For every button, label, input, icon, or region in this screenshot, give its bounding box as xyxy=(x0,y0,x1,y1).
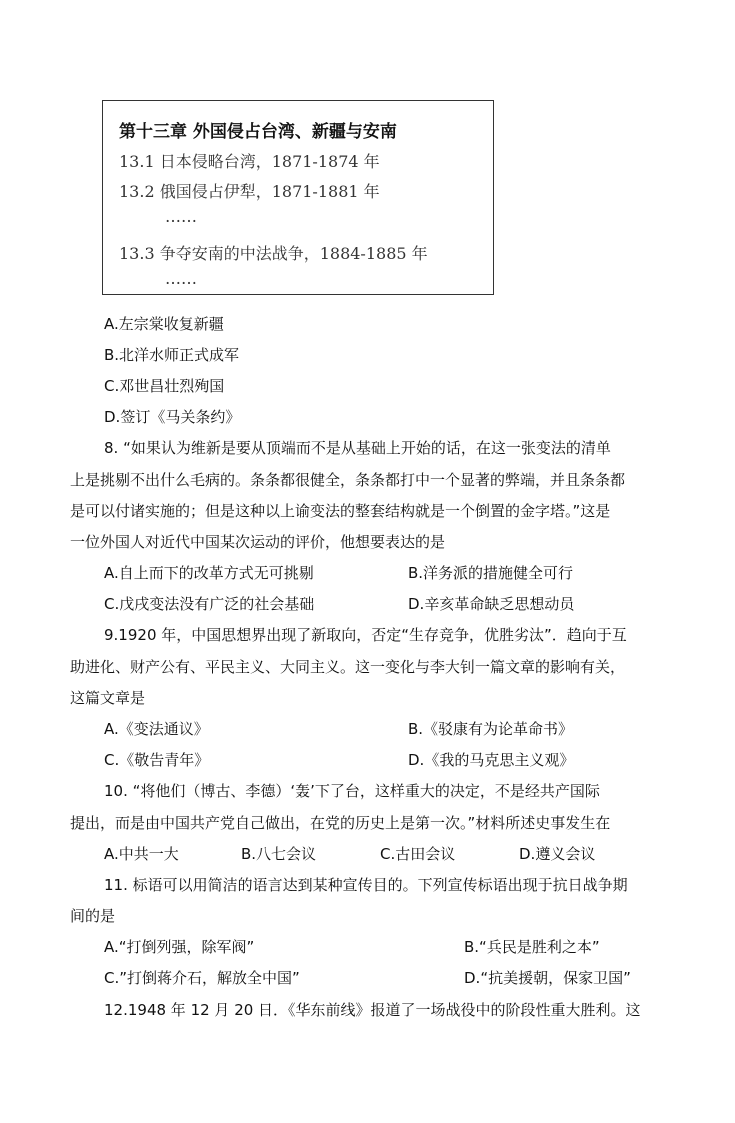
toc-ellipsis: …… xyxy=(165,207,197,226)
q10-option-b: B.八七会议 xyxy=(241,845,317,863)
q10-stem-line: 提出，而是由中国共产党自己做出，在党的历史上是第一次。”材料所述史事发生在 xyxy=(70,814,611,832)
q7-option-a: A.左宗棠收复新疆 xyxy=(104,315,224,333)
q11-option-b: B.“兵民是胜利之本” xyxy=(464,938,600,956)
q9-stem-line: 助进化、财产公有、平民主义、大同主义。这一变化与李大钊一篇文章的影响有关， xyxy=(70,658,626,676)
toc-title: 第十三章 外国侵占台湾、新疆与安南 xyxy=(119,122,397,142)
q11-stem-line: 11. 标语可以用简洁的语言达到某种宣传目的。下列宣传标语出现于抗日战争期 xyxy=(104,876,628,894)
q7-option-d: D.签订《马关条约》 xyxy=(104,408,241,426)
q8-stem-line: 上是挑剔不出什么毛病的。条条都很健全，条条都打中一个显著的弊端，并且条条都 xyxy=(70,471,626,489)
q9-option-a: A.《变法通议》 xyxy=(104,720,209,738)
q9-option-d: D.《我的马克思主义观》 xyxy=(408,751,575,769)
q9-option-c: C.《敬告青年》 xyxy=(104,751,210,769)
q10-option-d: D.遵义会议 xyxy=(519,845,596,863)
q9-stem-line: 9.1920 年，中国思想界出现了新取向，否定“生存竞争，优胜劣汰”．趋向于互 xyxy=(104,626,627,644)
toc-item: 13.1 日本侵略台湾，1871-1874 年 xyxy=(119,152,380,171)
q8-stem-line: 是可以付诸实施的；但是这种以上谕变法的整套结构就是一个倒置的金字塔。”这是 xyxy=(70,502,611,520)
q7-option-b: B.北洋水师正式成军 xyxy=(104,346,240,364)
q8-option-a: A.自上而下的改革方式无可挑剔 xyxy=(104,564,314,582)
q11-option-c: C.”打倒蒋介石，解放全中国” xyxy=(104,969,300,987)
q10-option-c: C.古田会议 xyxy=(380,845,456,863)
q9-stem-line: 这篇文章是 xyxy=(70,689,146,707)
q8-option-c: C.戊戌变法没有广泛的社会基础 xyxy=(104,595,315,613)
q11-stem-line: 间的是 xyxy=(70,907,116,925)
q12-stem-line: 12.1948 年 12 月 20 日．《华东前线》报道了一场战役中的阶段性重大胜利。这 xyxy=(104,1001,641,1019)
q10-stem-line: 10. “将他们（博古、李德）‘轰’下了台，这样重大的决定，不是经共产国际 xyxy=(104,782,600,800)
q8-stem-line: 一位外国人对近代中国某次运动的评价，他想要表达的是 xyxy=(70,533,446,551)
toc-image-box xyxy=(102,100,494,295)
q11-option-a: A.“打倒列强，除军阀” xyxy=(104,938,255,956)
toc-ellipsis: …… xyxy=(165,269,197,288)
q10-option-a: A.中共一大 xyxy=(104,845,179,863)
q11-option-d: D.“抗美援朝，保家卫国” xyxy=(464,969,631,987)
toc-item: 13.2 俄国侵占伊犁，1871-1881 年 xyxy=(119,182,380,201)
toc-item: 13.3 争夺安南的中法战争，1884-1885 年 xyxy=(119,244,428,263)
q7-option-c: C.邓世昌壮烈殉国 xyxy=(104,377,225,395)
q8-option-b: B.洋务派的措施健全可行 xyxy=(408,564,574,582)
q9-option-b: B.《驳康有为论革命书》 xyxy=(408,720,574,738)
q8-option-d: D.辛亥革命缺乏思想动员 xyxy=(408,595,575,613)
q8-stem-line: 8. “如果认为维新是要从顶端而不是从基础上开始的话，在这一张变法的清单 xyxy=(104,439,611,457)
